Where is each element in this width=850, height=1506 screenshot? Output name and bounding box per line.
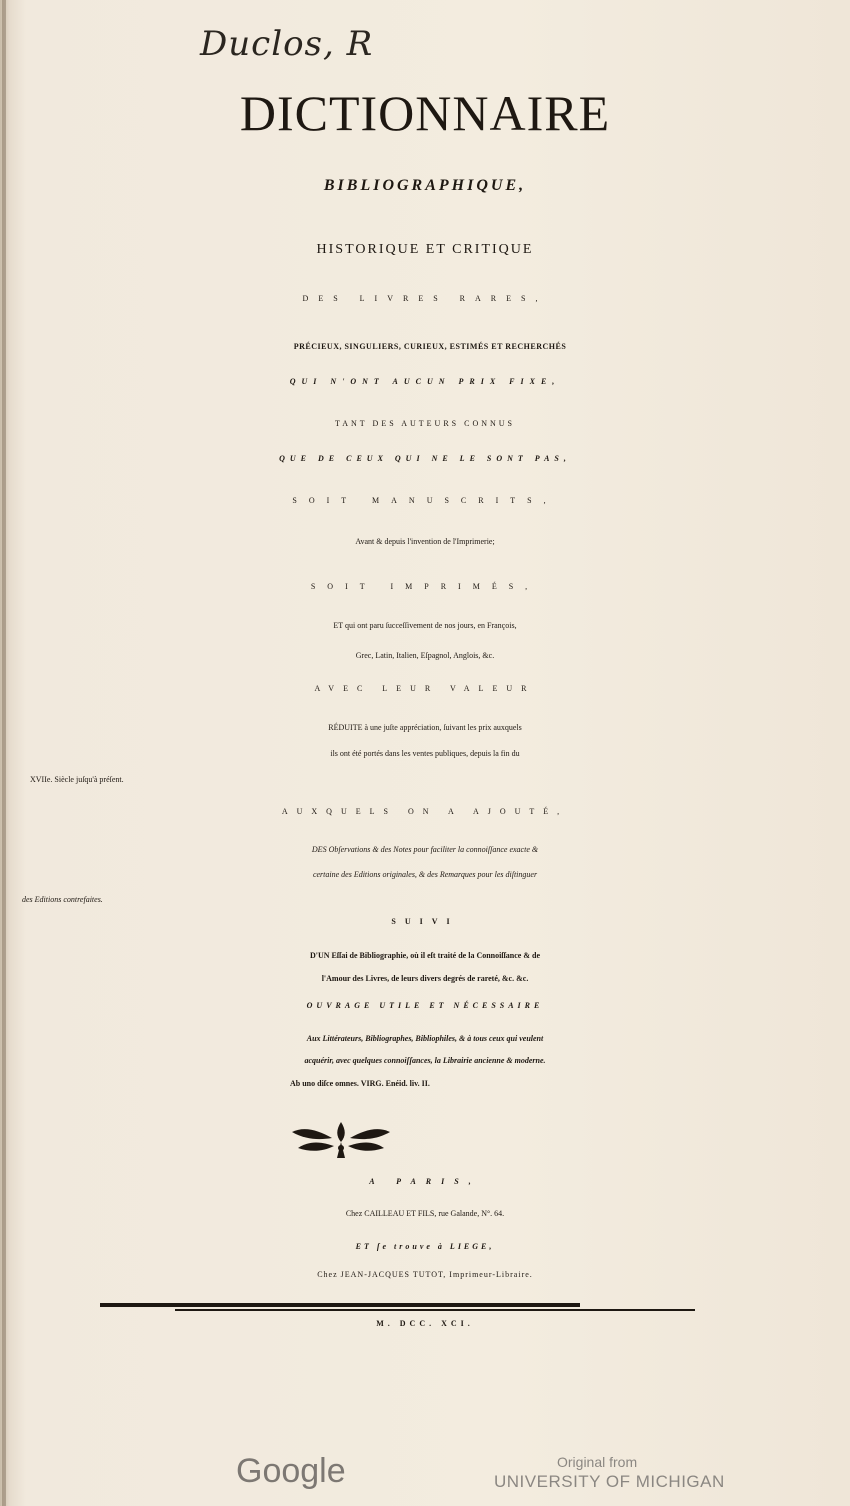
subtitle-line-1: PRÉCIEUX, SINGULIERS, CURIEUX, ESTIMÉS ET RECHERCHÉS <box>293 342 567 351</box>
subtitle-line-9: Grec, Latin, Italien, Eſpagnol, Anglois, &c. <box>355 651 495 660</box>
subtitle-line-14: AUXQUELS ON A AJOUTÉ, <box>281 807 569 816</box>
imprint-publisher: Chez CAILLEAU ET FILS, rue Galande, N°. 64. <box>345 1209 505 1218</box>
printers-ornament-icon <box>288 1118 394 1162</box>
subtitle-line-3: TANT DES AUTEURS CONNUS <box>335 419 515 428</box>
title-line-4: DES LIVRES RARES, <box>302 294 548 303</box>
subtitle-line-8: ET qui ont paru ſucceſſivement de nos jours, en François, <box>333 621 517 630</box>
title-line-2: BIBLIOGRAPHIQUE, <box>323 177 527 194</box>
subtitle-line-20: l'Amour des Livres, de leurs divers degrés de rareté, &c. &c. <box>321 974 529 983</box>
imprint-city: A PARIS, <box>369 1177 481 1186</box>
imprint-printer: Chez JEAN-JACQUES TUTOT, Imprimeur-Libraire. <box>317 1270 533 1279</box>
subtitle-line-6: Avant & depuis l'invention de l'Imprimerie; <box>355 537 495 546</box>
subtitle-line-15: DES Obſervations & des Notes pour faciliter la connoiſſance exacte & <box>311 845 539 854</box>
subtitle-line-11: RÉDUITE à une juſte appréciation, ſuivant les prix auxquels <box>328 723 522 732</box>
google-watermark: Google <box>236 1452 346 1490</box>
subtitle-line-10: AVEC LEUR VALEUR <box>314 684 536 693</box>
subtitle-line-2: QUI N'ONT AUCUN PRIX FIXE, <box>289 377 561 386</box>
watermark-original-label: Original from <box>557 1454 638 1470</box>
epigraph: Ab uno diſce omnes. VIRG. Enéid. liv. II. <box>290 1079 430 1088</box>
subtitle-line-13: XVIIe. Siècle juſqu'à préſent. <box>30 775 124 784</box>
handwritten-signature: Duclos, R <box>200 24 374 64</box>
subtitle-line-18: SUIVI <box>391 917 459 926</box>
title-main: DICTIONNAIRE <box>239 85 611 141</box>
subtitle-line-7: SOIT IMPRIMÉS, <box>310 582 540 591</box>
rule-thin <box>175 1309 695 1311</box>
subtitle-line-12: ils ont été portés dans les ventes publiques, depuis la fin du <box>330 749 520 758</box>
subtitle-line-23: acquérir, avec quelques connoiſſances, la Librairie ancienne & moderne. <box>304 1056 546 1065</box>
subtitle-line-17: des Editions contrefaites. <box>22 895 103 904</box>
rule-thick <box>100 1303 580 1307</box>
subtitle-line-19: D'UN Eſſai de Bibliographie, où il eſt traité de la Connoiſſance & de <box>310 951 540 960</box>
title-line-3: HISTORIQUE ET CRITIQUE <box>316 242 534 257</box>
imprint-distribution: ET ſe trouve à LIEGE, <box>355 1242 495 1251</box>
subtitle-line-21: OUVRAGE UTILE ET NÉCESSAIRE <box>306 1001 544 1010</box>
watermark-source: UNIVERSITY OF MICHIGAN <box>494 1472 725 1491</box>
subtitle-line-5: SOIT MANUSCRITS, <box>292 496 558 505</box>
subtitle-line-16: certaine des Editions originales, & des Remarques pour les diſtinguer <box>312 870 538 879</box>
subtitle-line-22: Aux Littérateurs, Bibliographes, Bibliophiles, & à tous ceux qui veulent <box>306 1034 544 1043</box>
subtitle-line-4: QUE DE CEUX QUI NE LE SONT PAS, <box>279 454 571 463</box>
publication-date: M. DCC. XCI. <box>376 1319 474 1328</box>
